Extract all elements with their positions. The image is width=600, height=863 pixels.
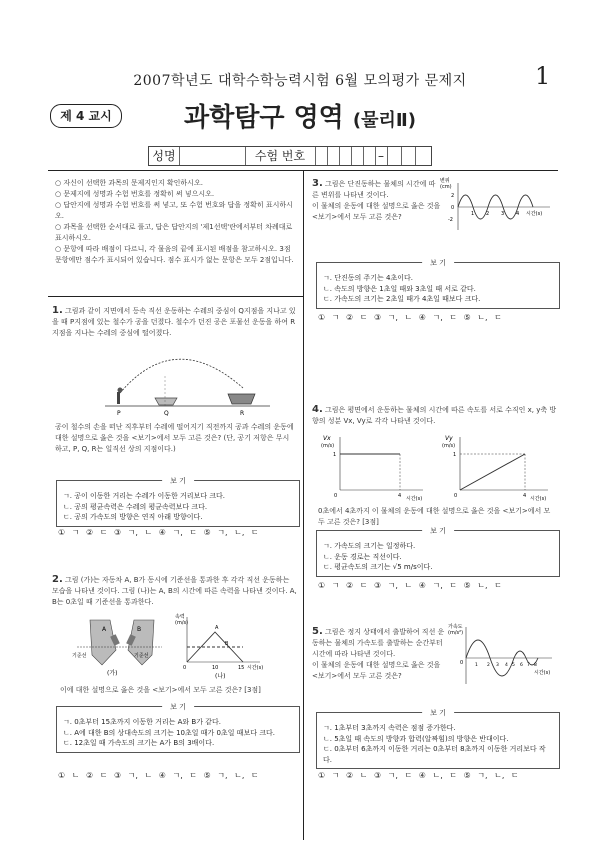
name-id-box	[148, 146, 432, 166]
tick-label: -2	[448, 217, 453, 223]
bogi-item: ㄷ. 12초일 때 가속도의 크기는 A가 B의 3배이다.	[63, 739, 215, 747]
fig-label-p: P	[117, 410, 121, 417]
axis-unit: (m/s²)	[448, 630, 464, 636]
question-number: 3.	[312, 178, 323, 189]
person-icon	[117, 392, 120, 404]
id-digit[interactable]	[415, 147, 430, 165]
bogi-item: ㄱ. 공이 이동한 거리는 수레가 이동한 거리보다 크다.	[63, 492, 226, 500]
q1-figure	[95, 348, 275, 418]
tick-label: 7	[527, 663, 530, 668]
bogi-label: 보 기	[422, 258, 454, 269]
question-text: 그림은 정지 상태에서 출발하여 직선 운동하는 물체의 가속도를 출발하는 순간부터 시간에 따라 나타낸 것이다.	[312, 628, 445, 658]
question-prompt: 이에 대한 설명으로 옳은 것을 <보기>에서 모두 고른 것은? [3점]	[60, 686, 261, 694]
cart-icon	[228, 394, 255, 404]
bogi-item: ㄷ. 가속도의 크기는 2초일 때가 4초일 때보다 크다.	[323, 295, 481, 303]
axis-label: 시간(s)	[530, 496, 547, 502]
question-text: 그림과 같이 지면에서 등속 직선 운동하는 수레의 중심이 Q지점을 지나고 있을 때 P지점에 있는 철수가 공을 던졌다. 철수가 던진 공은 포물선 운동을 하여 R지점을 지나는 수레의 중심에 떨어졌다.	[52, 307, 296, 337]
tick-label: 10	[212, 665, 219, 671]
tick-label: 6	[520, 663, 523, 668]
bogi-label: 보 기	[422, 708, 454, 719]
bogi-label: 보 기	[162, 476, 194, 487]
axis-label: Vy	[445, 435, 453, 442]
bogi-item: ㄴ. 속도의 방향은 1초일 때와 3초일 때 서로 같다.	[323, 284, 476, 293]
tick-label: 2	[486, 211, 490, 217]
tick-label: 2	[487, 663, 490, 668]
question-prompt: 0초에서 4초까지 이 물체의 운동에 대한 설명으로 옳은 것을 <보기>에서 모두 고른 것은? [3점]	[318, 507, 551, 526]
q2-figure-b	[175, 612, 275, 680]
series-b-label: B	[225, 641, 229, 647]
question-text: 그림은 단진동하는 물체의 시간에 따른 변위를 나타낸 것이다.	[312, 180, 436, 199]
axis-label: 시간(s)	[526, 211, 543, 217]
question-number: 5.	[312, 626, 323, 637]
tick-label: 4	[523, 493, 527, 499]
subject-title	[0, 97, 600, 134]
cart-icon	[155, 398, 177, 405]
figure-caption: (나)	[215, 673, 226, 680]
ball-icon	[118, 388, 123, 393]
session-badge: 제 4 교시	[50, 104, 122, 128]
bogi-box	[316, 259, 560, 309]
bogi-item: ㄷ. 공의 가속도의 방향은 연직 아래 방향이다.	[63, 513, 203, 521]
axis-label: 속력	[175, 614, 185, 620]
q2-figure-a	[72, 615, 167, 677]
bogi-label: 보 기	[162, 702, 194, 713]
question-3	[312, 178, 442, 223]
name-field[interactable]	[179, 147, 246, 165]
bogi-box	[316, 527, 560, 577]
instruction-item: ○ 답안지에 성명과 수험 번호를 써 넣고, 또 수험 번호와 답을 정확히 표시하시오.	[55, 201, 293, 220]
q3-figure	[440, 175, 558, 235]
q4-figure-vy	[440, 432, 555, 504]
subject-main: 과학탐구 영역	[184, 103, 344, 133]
tick-label: 1	[475, 663, 478, 668]
id-digit[interactable]	[387, 147, 402, 165]
answer-choices: ① ㄱ ② ㄷ ③ ㄱ, ㄴ ④ ㄱ, ㄷ ⑤ ㄴ, ㄷ	[318, 313, 502, 322]
question-4	[312, 404, 557, 427]
tick-label: 4	[398, 493, 402, 499]
tick-label: 0	[454, 493, 458, 499]
instructions-rule	[48, 296, 303, 297]
bogi-item: ㄷ. 0초부터 6초까지 이동한 거리는 0초부터 8초까지 이동한 거리보다 작다.	[323, 745, 546, 764]
name-label: 성명	[149, 147, 180, 165]
bogi-item: ㄴ. 운동 경로는 직선이다.	[323, 552, 402, 561]
axis-unit: (m/s)	[175, 620, 189, 626]
bogi-box	[316, 709, 560, 769]
axis-label: 시간(s)	[534, 670, 551, 676]
axis-unit: (m/s)	[321, 443, 335, 449]
tick-label: 3	[501, 211, 505, 217]
bogi-item: ㄴ. 공의 평균속력은 수레의 평균속력보다 크다.	[63, 502, 208, 511]
question-number: 4.	[312, 404, 323, 415]
column-divider	[303, 170, 304, 840]
instructions	[55, 178, 295, 266]
tick-label: 5	[512, 663, 515, 668]
question-text: 그림은 평면에서 운동하는 물체의 시간에 따른 속도를 서로 수직인 x, y축 방향의 성분 Vx, Vy로 각각 나타낸 것이다.	[312, 406, 557, 425]
answer-choices: ① ㄱ ② ㄴ ③ ㄱ, ㄷ ④ ㄴ, ㄷ ⑤ ㄱ, ㄴ, ㄷ	[318, 771, 519, 780]
tick-label: 0	[334, 493, 338, 499]
bogi-label: 보 기	[422, 526, 454, 537]
axis-label: 시간(s)	[247, 665, 264, 671]
bogi-item: ㄱ. 단진동의 주기는 4초이다.	[323, 274, 413, 282]
answer-choices: ① ㄱ ② ㄷ ③ ㄱ, ㄴ ④ ㄱ, ㄷ ⑤ ㄴ, ㄷ	[318, 581, 502, 590]
bogi-box	[56, 703, 300, 753]
bogi-box	[56, 477, 300, 527]
instruction-item: ○ 자신이 선택한 과목의 문제지인지 확인하시오.	[55, 179, 203, 187]
axis-label: Vx	[323, 435, 331, 442]
id-digit[interactable]	[401, 147, 416, 165]
question-5	[312, 626, 447, 682]
bogi-item: ㄴ. 5초일 때 속도의 방향과 합력(알짜힘)의 방향은 반대이다.	[323, 734, 509, 743]
tick-label: 1	[471, 211, 475, 217]
id-dash: –	[375, 147, 388, 165]
figure-caption: (가)	[107, 670, 118, 677]
question-number: 2.	[52, 574, 63, 585]
bogi-item: ㄴ. A에 대한 B의 상대속도의 크기는 10초일 때가 0초일 때보다 크다.	[63, 728, 275, 737]
instruction-item: ○ 문제지에 성명과 수험 번호를 정확히 써 넣으시오.	[55, 190, 215, 198]
question-number: 1.	[52, 305, 63, 316]
bogi-item: ㄱ. 가속도의 크기는 일정하다.	[323, 542, 416, 550]
bogi-item: ㄱ. 1초부터 3초까지 속력은 점점 증가한다.	[323, 724, 456, 732]
tick-label: 4	[516, 211, 520, 217]
fig-label-r: R	[240, 410, 245, 417]
instruction-item: ○ 과목을 선택한 순서대로 풀고, 답은 답안지의 '제1선택'란에서부터 차례대로 표시하시오.	[55, 223, 293, 242]
tick-label: 3	[496, 663, 499, 668]
answer-choices: ① ㄱ ② ㄷ ③ ㄱ, ㄴ ④ ㄱ, ㄷ ⑤ ㄱ, ㄴ, ㄷ	[58, 528, 259, 537]
q5-figure	[448, 622, 558, 690]
question-2	[52, 574, 297, 608]
question-prompt: 이 물체의 운동에 대한 설명으로 옳은 것을 <보기>에서 모두 고른 것은?	[312, 202, 441, 221]
exam-title: 2007학년도 대학수학능력시험 6월 모의평가 문제지	[133, 73, 467, 89]
tick-label: 0	[460, 660, 464, 666]
tick-label: 8	[534, 663, 537, 668]
id-label: 수험 번호	[245, 147, 316, 165]
baseline-label: 기준선	[134, 653, 149, 659]
axis-label: 가속도	[448, 624, 463, 630]
axis-label: 변위	[440, 178, 450, 184]
question-prompt: 공이 철수의 손을 떠난 직후부터 수레에 떨어지기 직전까지 공과 수레의 운동에 대한 설명으로 옳은 것을 <보기>에서 모두 고른 것은? (단, 공기 저항은 무시하고, P, Q, R는 일직선 상의 지점이다.)	[55, 423, 294, 453]
page-number: 1	[535, 62, 551, 90]
fig-label-q: Q	[164, 410, 169, 417]
tick-label: 0	[183, 665, 187, 671]
question-prompt: 이 물체의 운동에 대한 설명으로 옳은 것을 <보기>에서 모두 고른 것은?	[312, 661, 441, 680]
subject-sub: (물리Ⅱ)	[352, 110, 416, 131]
axis-label: 시간(s)	[406, 496, 423, 502]
question-text: 그림 (가)는 자동차 A, B가 동시에 기준선을 통과한 후 각각 직선 운동하는 모습을 나타낸 것이다. 그림 (나)는 A, B의 시간에 따른 속력을 나타낸 것이다. A, B는 0초일 때 기준선을 통과한다.	[52, 576, 297, 606]
tick-label: 1	[333, 452, 337, 458]
tick-label: 4	[505, 663, 508, 668]
bogi-item: ㄷ. 평균속도의 크기는 √5 m/s이다.	[323, 563, 433, 571]
baseline-label: 기준선	[72, 653, 87, 659]
q4-figure-vx	[318, 432, 428, 504]
tick-label: 15	[238, 665, 245, 671]
series-a-label: A	[215, 625, 219, 631]
question-1	[52, 305, 297, 339]
tick-label: 1	[453, 452, 457, 458]
instruction-item: ○ 문항에 따라 배점이 다르니, 각 물음의 끝에 표시된 배점을 참고하시오. 3점 문항에만 점수가 표시되어 있습니다. 점수 표시가 없는 문항은 모두 2점입니다.	[55, 245, 294, 264]
car-b-label: B	[137, 626, 142, 633]
answer-choices: ① ㄴ ② ㄷ ③ ㄱ, ㄴ ④ ㄱ, ㄷ ⑤ ㄱ, ㄴ, ㄷ	[58, 771, 259, 780]
car-a-label: A	[102, 626, 107, 633]
bogi-item: ㄱ. 0초부터 15초까지 이동한 거리는 A와 B가 같다.	[63, 718, 221, 726]
tick-label: 2	[451, 193, 455, 199]
axis-unit: (m/s)	[442, 443, 456, 449]
tick-label: 0	[451, 205, 455, 211]
axis-unit: (cm)	[440, 184, 452, 190]
